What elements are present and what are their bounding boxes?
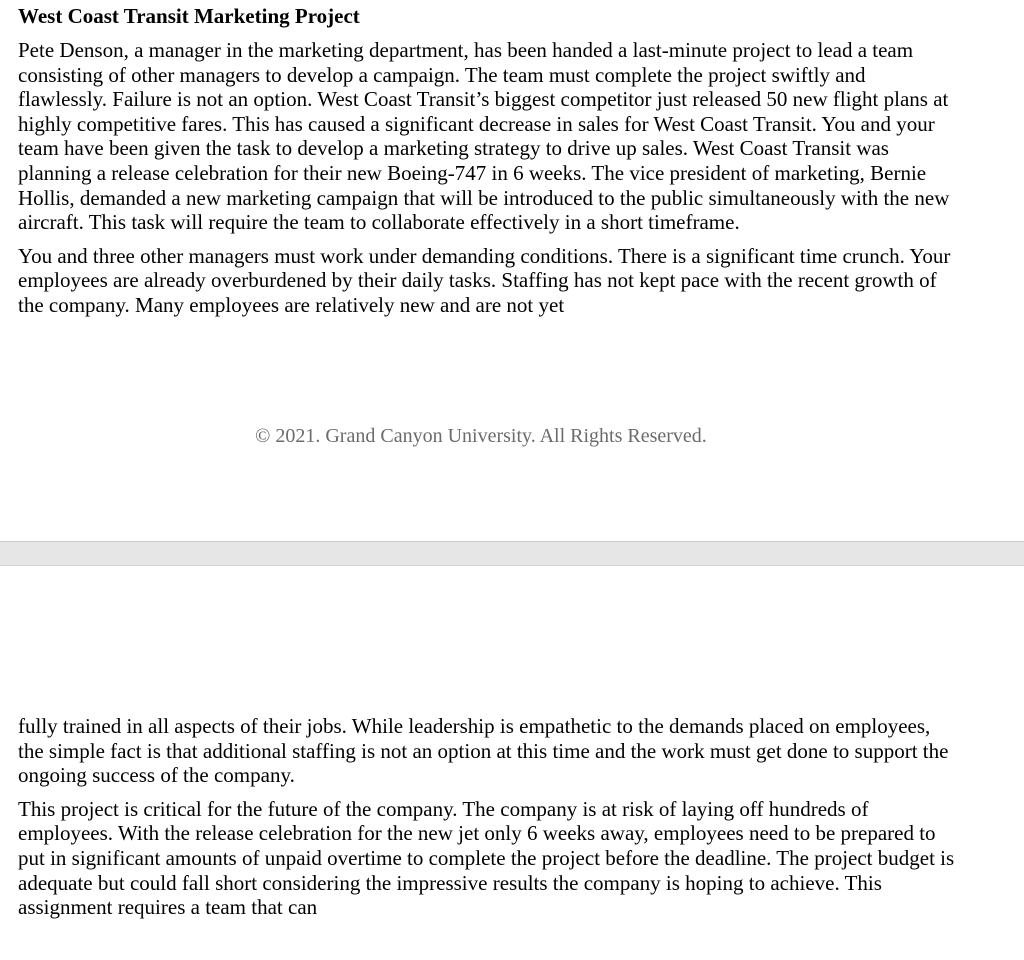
paragraph-working-conditions-continued: fully trained in all aspects of their jobs. While leadership is empathetic to the demands placed on employees, the simple fact is that additional staffing is not an option at this time and the work must get done to support the ongoing success of the company. [18, 714, 949, 788]
paragraph-project-criticality: This project is critical for the future of the company. The company is at risk of laying off hundreds of employees. With the release celebration for the new jet only 6 weeks away, employees need to be prepared to put in significant amounts of unpaid overtime to complete the project before the deadline. The project budget is adequate but could fall short considering the impressive results the company is hoping to achieve. This assignment requires a team that can [18, 796, 955, 920]
page-2-content [18, 714, 958, 929]
page-separator [0, 541, 1024, 566]
document-title: West Coast Transit Marketing Project [18, 4, 360, 28]
copyright-footer: © 2021. Grand Canyon University. All Rights Reserved. [255, 425, 707, 447]
paragraph-project-overview: Pete Denson, a manager in the marketing department, has been handed a last-minute project to lead a team consisting of other managers to develop a campaign. The team must complete the project swiftly and flawlessly. Failure is not an option. West Coast Transit’s biggest competitor just released 50 new flight plans at highly competitive fares. This has caused a significant decrease in sales for West Coast Transit. You and your team have been given the task to develop a marketing strategy to drive up sales. West Coast Transit was planning a release celebration for their new Boeing-747 in 6 weeks. The vice president of marketing, Bernie Hollis, demanded a new marketing campaign that will be introduced to the public simultaneously with the new aircraft. This task will require the team to collaborate effectively in a short timeframe. [18, 38, 950, 235]
paragraph-working-conditions: You and three other managers must work under demanding conditions. There is a significant time crunch. Your employees are already overburdened by their daily tasks. Staffing has not kept pace with the recent growth of the company. Many employees are relatively new and are not yet [18, 243, 951, 317]
page-1-content [18, 4, 958, 327]
document-page-2 [0, 566, 1024, 960]
